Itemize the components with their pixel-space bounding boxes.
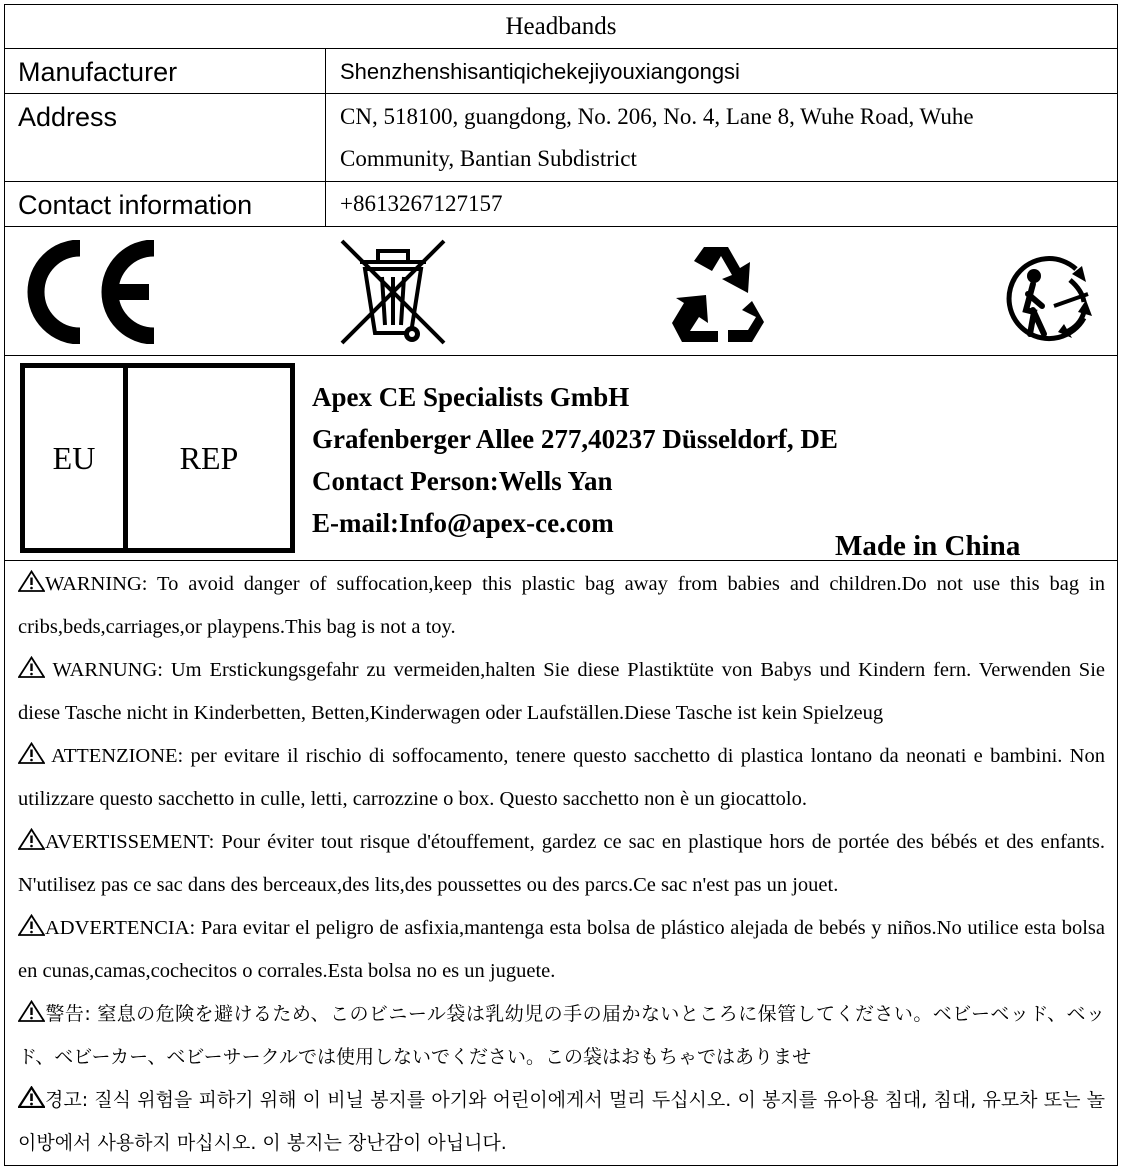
address-line-1: CN, 518100, guangdong, No. 206, No. 4, Lane 8, Wuhe Road, Wuhe — [340, 104, 974, 129]
manufacturer-label: Manufacturer — [5, 49, 326, 93]
warning-triangle-icon — [18, 570, 45, 592]
warnings-section — [18, 563, 1105, 1165]
warning-triangle-icon — [18, 742, 45, 764]
eu-rep-rep-text: REP — [179, 440, 239, 476]
warning-triangle-icon — [18, 1086, 45, 1108]
manufacturer-row — [5, 49, 1117, 94]
eu-rep-person: Contact Person:Wells Yan — [312, 466, 613, 496]
warning-ja-text: 警告: 窒息の危険を避けるため、このビニール袋は乳幼児の手の届かないところに保管してください。ベビーベッド、ベッド、ベビーカー、ベビーサークルでは使用しないでください。この袋はおもちゃではありませ — [18, 1003, 1105, 1068]
contact-label: Contact information — [5, 182, 326, 226]
warning-fr — [18, 821, 1105, 907]
ce-mark-icon — [17, 240, 159, 344]
eu-rep-eu-text: EU — [52, 440, 96, 476]
address-value — [326, 94, 1117, 181]
address-line-2: Community, Bantian Subdistrict — [340, 146, 637, 171]
warning-es-text: ADVERTENCIA: Para evitar el peligro de asfixia,mantenga esta bolsa de plástico alejada de bebés y niños.No utilice esta bolsa en cunas,camas,cochecitos o corrales.Esta bolsa no es un juguete. — [18, 917, 1105, 982]
eu-rep-email: E-mail:Info@apex-ce.com — [312, 508, 614, 538]
warning-es — [18, 907, 1105, 993]
warning-ko-text: 경고: 질식 위험을 피하기 위해 이 비닐 봉지를 아기와 어린이에게서 멀리 두십시오. 이 봉지를 유아용 침대, 침대, 유모차 또는 놀이방에서 사용하지 마십시오. 이 봉지는 장난감이 아닙니다. — [18, 1089, 1105, 1154]
eu-rep-details — [312, 376, 838, 544]
eu-rep-company: Apex CE Specialists GmbH — [312, 382, 630, 412]
address-row — [5, 94, 1117, 182]
warning-en — [18, 563, 1105, 649]
certification-icons-row — [5, 227, 1117, 356]
label-sheet — [4, 4, 1118, 1166]
warning-ja — [18, 993, 1105, 1079]
eu-representative-row — [5, 356, 1117, 561]
contact-value: +8613267127157 — [340, 191, 503, 216]
product-title: Headbands — [5, 5, 1117, 49]
manufacturer-value: Shenzhenshisantiqichekejiyouxiangongsi — [340, 59, 740, 84]
weee-crossed-bin-icon — [338, 237, 448, 349]
warning-de-text: WARNUNG: Um Erstickungsgefahr zu vermeiden,halten Sie diese Plastiktüte von Babys und Kindern fern. Verwenden Sie diese Tasche nicht in Kinderbetten, Betten,Kinderwagen oder Laufställen.Diese Tasche ist kein Spielzeug — [18, 659, 1105, 724]
warning-triangle-icon — [18, 1000, 45, 1022]
made-in-china: Made in China — [835, 530, 1021, 562]
warning-triangle-icon — [18, 656, 45, 678]
warning-it — [18, 735, 1105, 821]
warning-en-text: WARNING: To avoid danger of suffocation,keep this plastic bag away from babies and children.Do not use this bag in cribs,beds,carriages,or playpens.This bag is not a toy. — [18, 573, 1105, 638]
eu-rep-street: Grafenberger Allee 277,40237 Düsseldorf, DE — [312, 424, 838, 454]
contact-row — [5, 182, 1117, 227]
warning-it-text: ATTENZIONE: per evitare il rischio di soffocamento, tenere questo sacchetto di plastica lontano da neonati e bambini. Non utilizzare questo sacchetto in culle, letti, carrozzine o box. Questo sacchetto non è un giocattolo. — [18, 745, 1105, 810]
warning-triangle-icon — [18, 914, 45, 936]
triman-icon — [1000, 254, 1094, 348]
warning-ko — [18, 1079, 1105, 1165]
warning-de — [18, 649, 1105, 735]
recycle-icon — [666, 241, 772, 345]
warning-fr-text: AVERTISSEMENT: Pour éviter tout risque d'étouffement, gardez ce sac en plastique hors de portée des bébés et des enfants. N'utilisez pas ce sac dans des berceaux,des lits,des poussettes ou des parcs.Ce sac n'est pas un jouet. — [18, 831, 1105, 896]
eu-rep-symbol — [20, 363, 295, 553]
warning-triangle-icon — [18, 828, 45, 850]
address-label: Address — [5, 94, 326, 181]
